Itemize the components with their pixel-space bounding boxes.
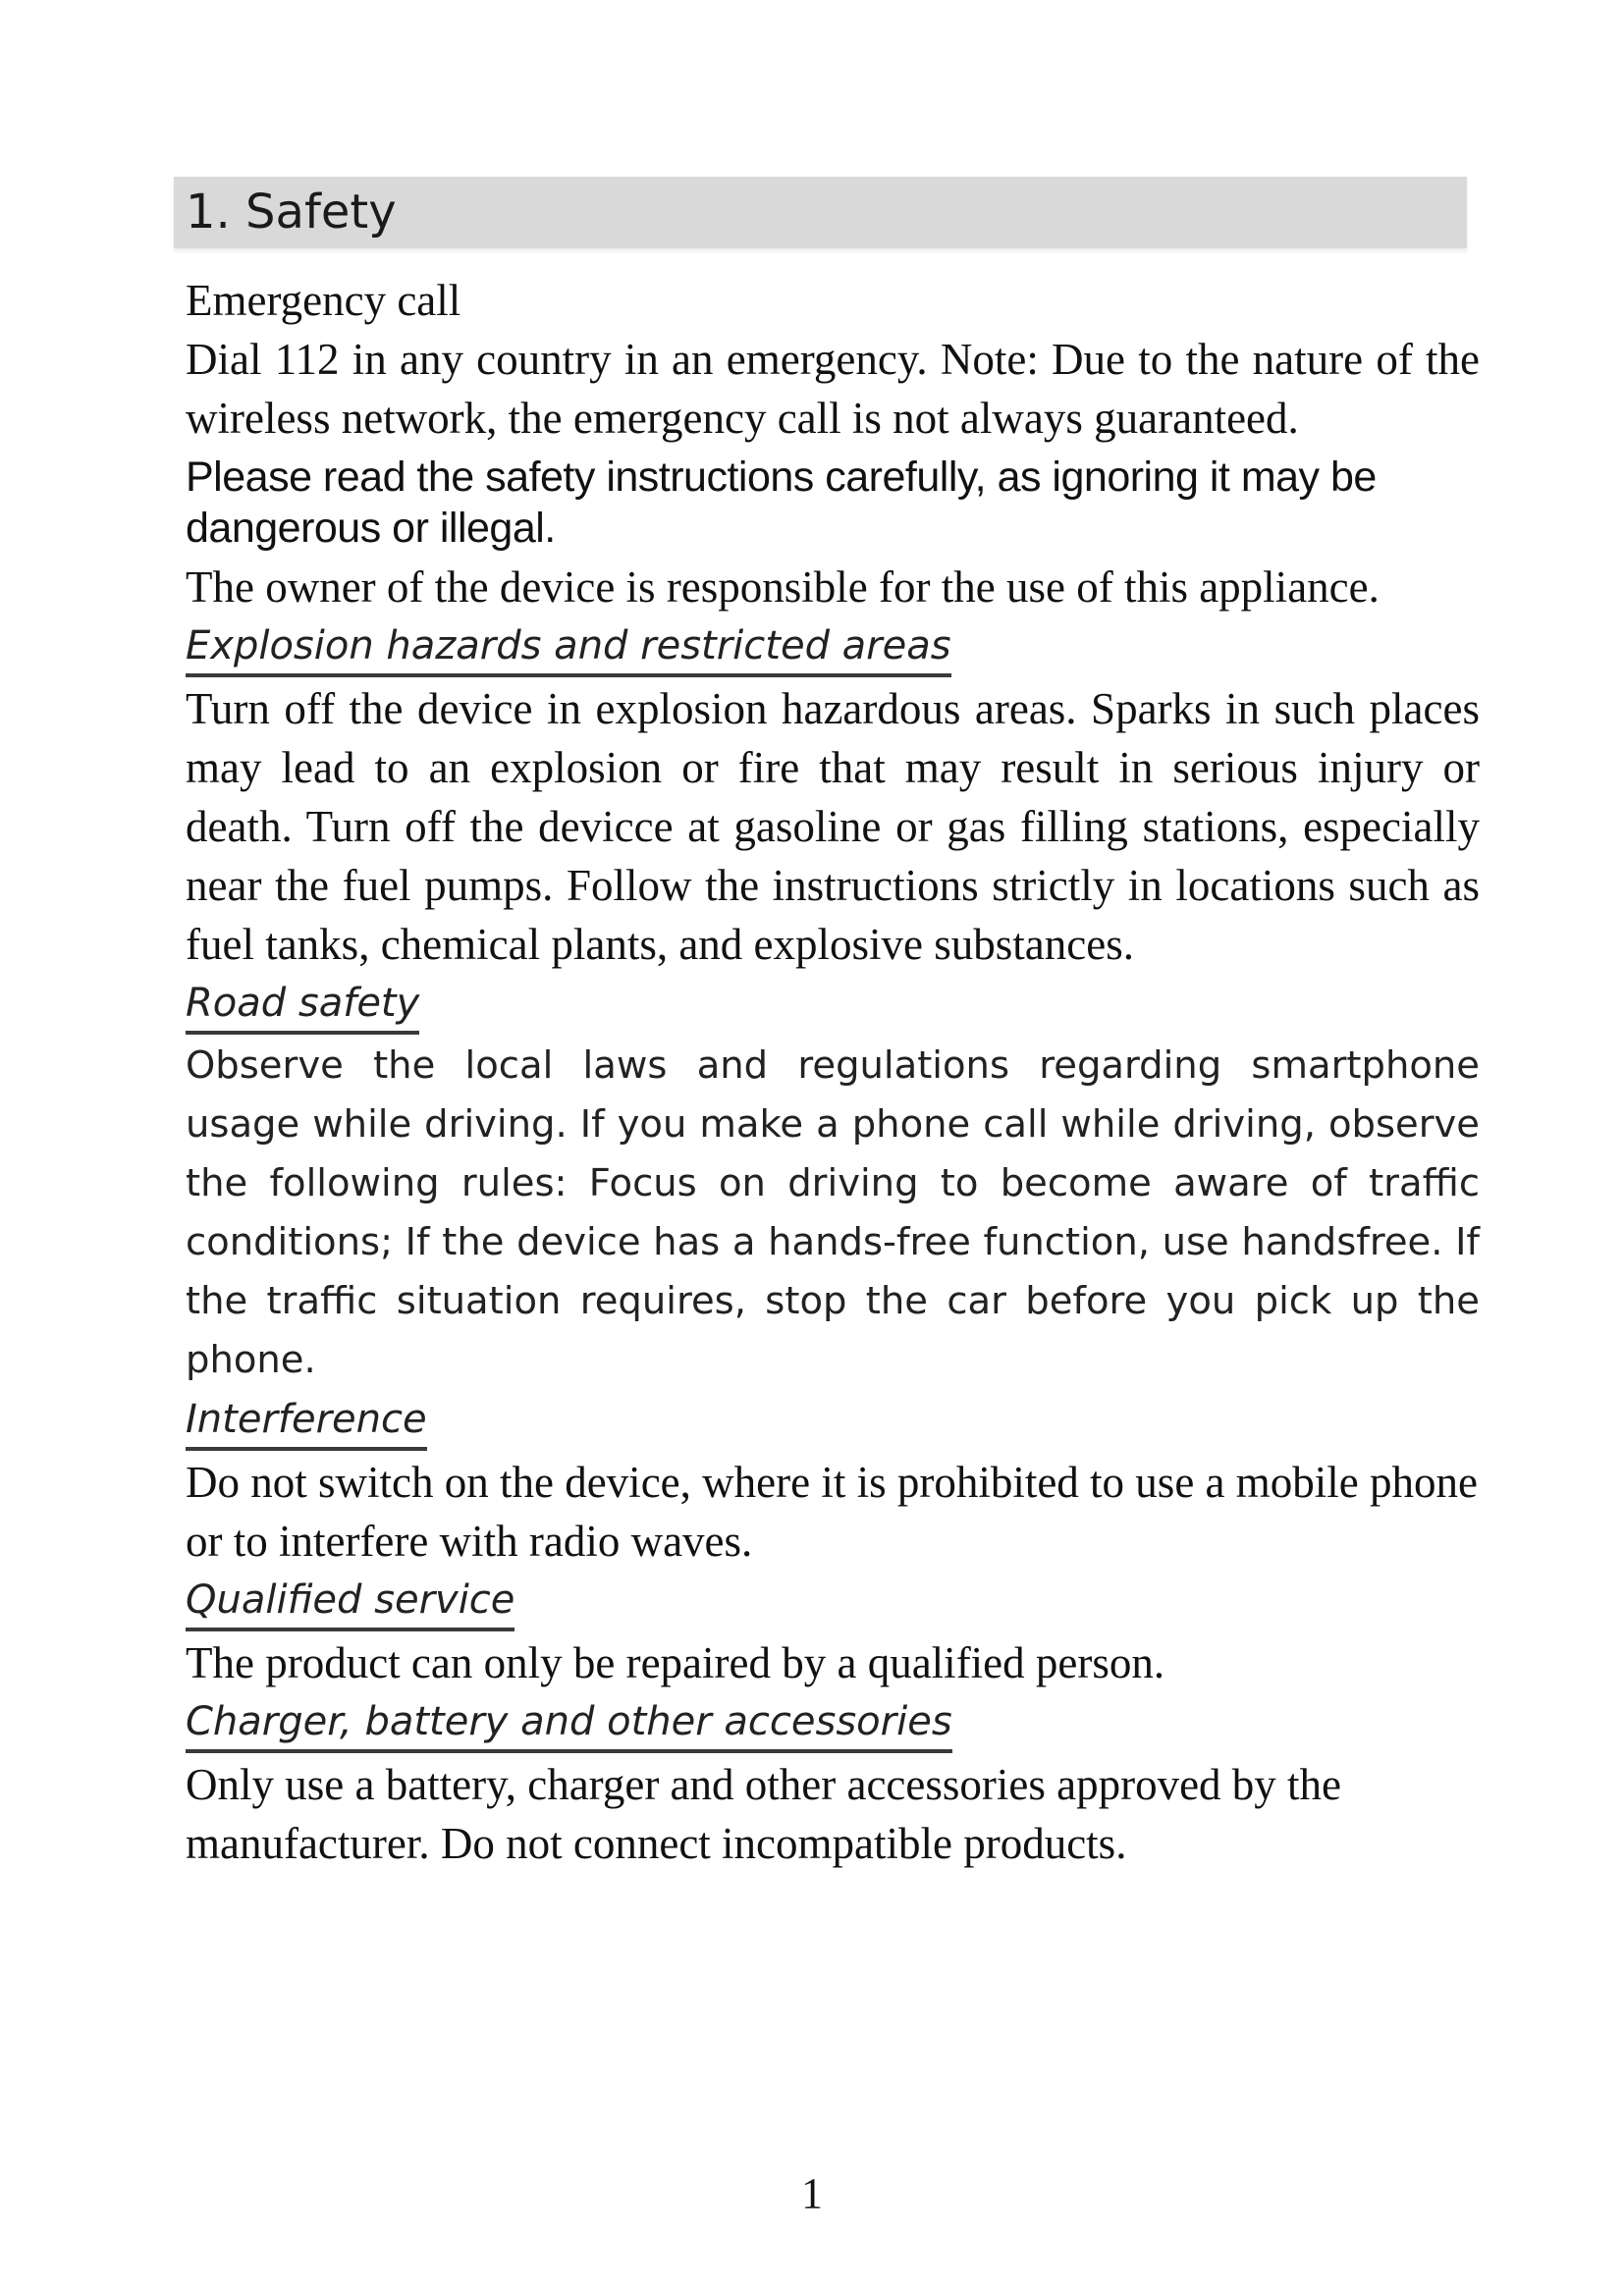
road-safety-heading: Road safety	[186, 978, 419, 1035]
topic-heading-wrap	[186, 1696, 1480, 1753]
page-content	[186, 271, 1480, 1873]
qualified-service-heading: Qualified service	[186, 1575, 514, 1631]
topic-heading-wrap	[186, 620, 1480, 677]
qualified-service-text: The product can only be repaired by a qualified person.	[186, 1638, 1165, 1687]
section-title: 1. Safety	[186, 185, 397, 240]
explosion-hazards-text: Turn off the device in explosion hazardous areas. Sparks in such places may lead to an explosion or fire that may result in serious injury or death. Turn off the devicce at gasoline or gas filling stations, especially near the fuel pumps. Follow the instructions strictly in locations such as fuel tanks, chemical plants, and explosive substances.	[186, 684, 1480, 969]
topic-heading-wrap	[186, 1394, 1480, 1451]
road-safety-text: Observe the local laws and regulations regarding smartphone usage while driving. If you make a phone call while driving, observe the following rules: Focus on driving to become aware of traffic conditions; If the device has a hands-free function, use handsfree. If the traffic situation requires, stop the car before you pick up the phone.	[186, 1043, 1480, 1382]
topic-heading-wrap	[186, 978, 1480, 1035]
emergency-call-text: Dial 112 in any country in an emergency. Note: Due to the nature of the wireless network, the emergency call is not always guaranteed.	[186, 335, 1480, 443]
section-header-bar	[174, 177, 1467, 248]
emergency-call-heading: Emergency call	[186, 276, 461, 325]
explosion-hazards-heading: Explosion hazards and restricted areas	[186, 620, 951, 677]
accessories-heading: Charger, battery and other accessories	[186, 1696, 952, 1753]
page-number: 1	[801, 2169, 823, 2217]
interference-heading: Interference	[186, 1394, 427, 1451]
interference-text: Do not switch on the device, where it is prohibited to use a mobile phone or to interfere with radio waves.	[186, 1458, 1478, 1566]
topic-heading-wrap	[186, 1575, 1480, 1631]
accessories-text: Only use a battery, charger and other accessories approved by the manufacturer. Do not connect incompatible products.	[186, 1760, 1342, 1868]
owner-responsibility-text: The owner of the device is responsible for the use of this appliance.	[186, 562, 1380, 612]
safety-warning-notice: Please read the safety instructions carefully, as ignoring it may be dangerous or illegal.	[186, 454, 1377, 552]
